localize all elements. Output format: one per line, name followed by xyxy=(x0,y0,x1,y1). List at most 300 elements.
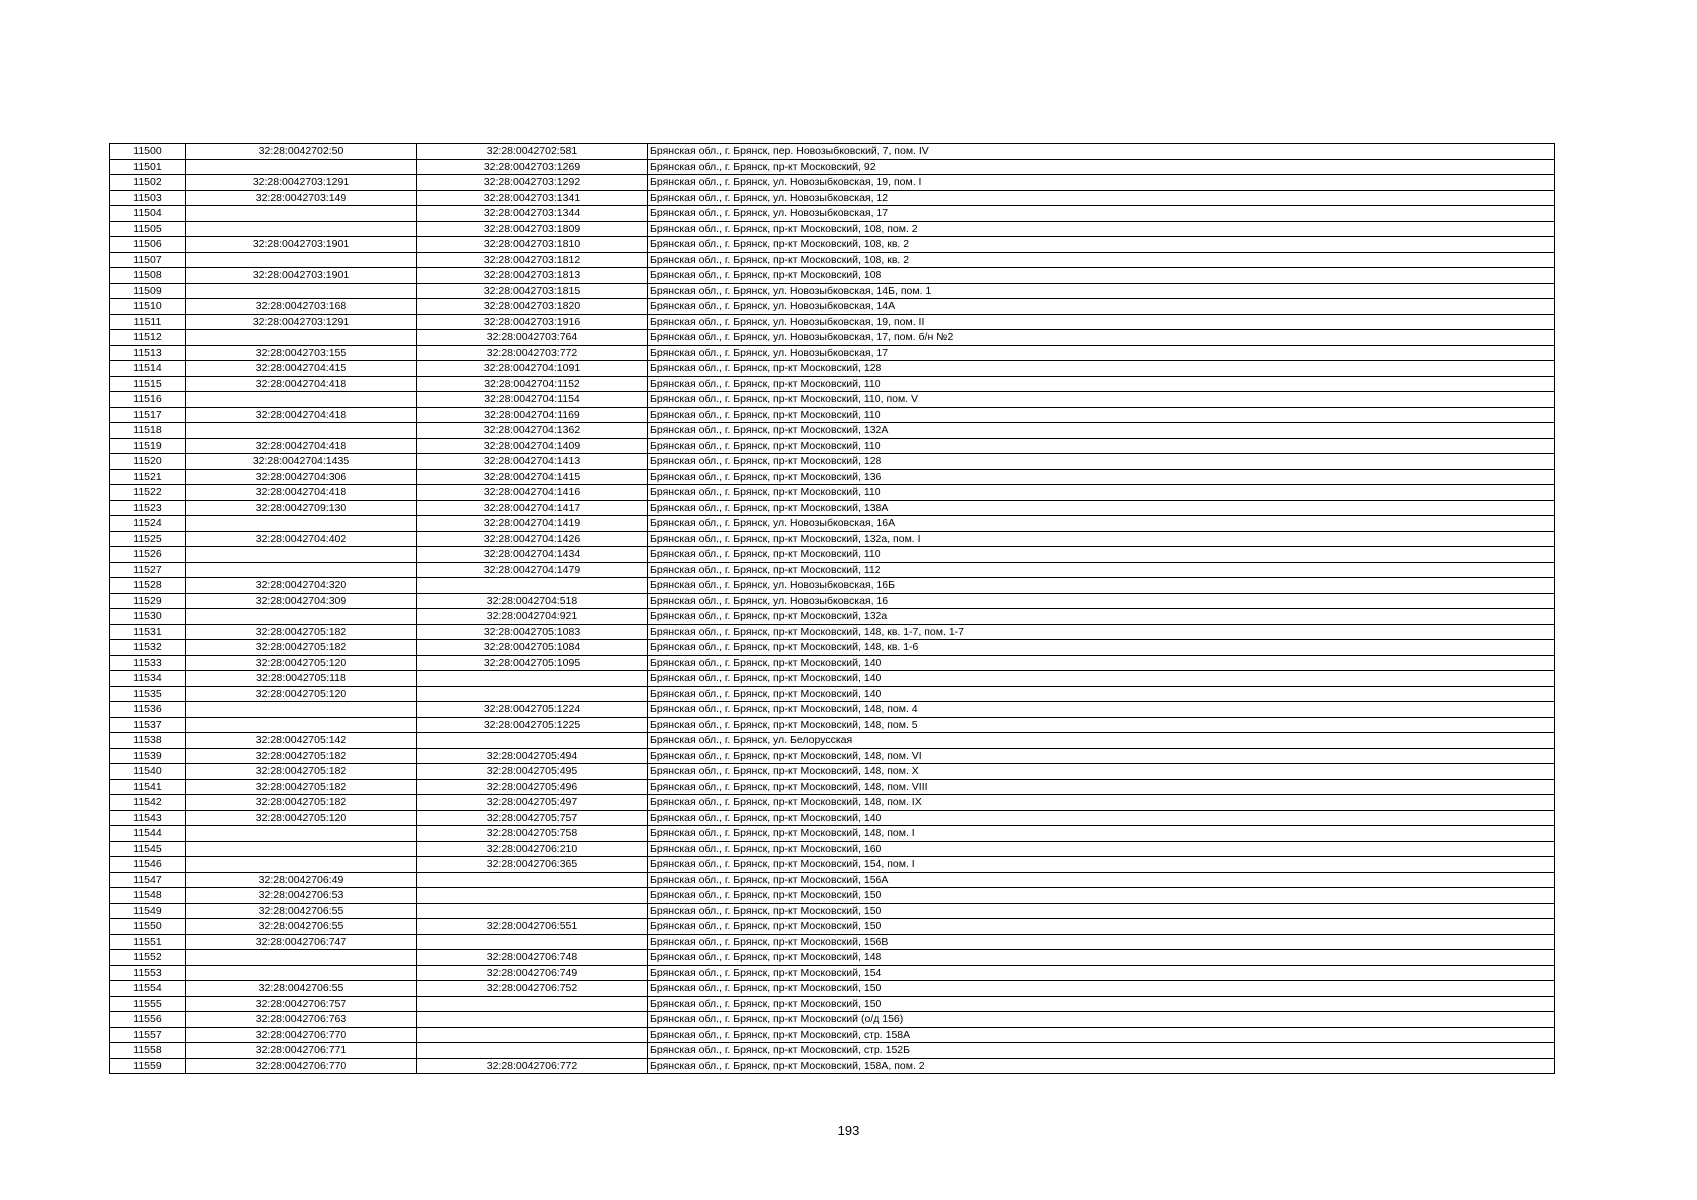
parent-cadastral-number-cell: 32:28:0042702:50 xyxy=(186,144,417,160)
row-number-cell: 11555 xyxy=(110,996,186,1012)
table-row xyxy=(110,469,1555,485)
parent-cadastral-number-cell xyxy=(186,609,417,625)
row-number-cell: 11512 xyxy=(110,330,186,346)
address-cell: Брянская обл., г. Брянск, пр-кт Московский, 132А xyxy=(648,423,1555,439)
address-cell: Брянская обл., г. Брянск, пр-кт Московский, 148, пом. IX xyxy=(648,795,1555,811)
parent-cadastral-number-cell: 32:28:0042706:757 xyxy=(186,996,417,1012)
cadastral-number-cell: 32:28:0042703:1810 xyxy=(417,237,648,253)
parent-cadastral-number-cell: 32:28:0042706:763 xyxy=(186,1012,417,1028)
parent-cadastral-number-cell: 32:28:0042706:55 xyxy=(186,903,417,919)
parent-cadastral-number-cell: 32:28:0042709:130 xyxy=(186,500,417,516)
table-row xyxy=(110,578,1555,594)
row-number-cell: 11533 xyxy=(110,655,186,671)
address-cell: Брянская обл., г. Брянск, пр-кт Московский, 132а, пом. I xyxy=(648,531,1555,547)
table-row xyxy=(110,764,1555,780)
parent-cadastral-number-cell xyxy=(186,841,417,857)
address-cell: Брянская обл., г. Брянск, пр-кт Московский, 150 xyxy=(648,996,1555,1012)
parent-cadastral-number-cell: 32:28:0042706:770 xyxy=(186,1027,417,1043)
cadastral-number-cell: 32:28:0042704:1419 xyxy=(417,516,648,532)
parent-cadastral-number-cell: 32:28:0042705:182 xyxy=(186,748,417,764)
table-row xyxy=(110,1027,1555,1043)
address-cell: Брянская обл., г. Брянск, пр-кт Московский, 156В xyxy=(648,934,1555,950)
parent-cadastral-number-cell xyxy=(186,159,417,175)
table-row xyxy=(110,671,1555,687)
table-row xyxy=(110,919,1555,935)
table-row xyxy=(110,268,1555,284)
cadastral-number-cell: 32:28:0042703:1820 xyxy=(417,299,648,315)
row-number-cell: 11552 xyxy=(110,950,186,966)
row-number-cell: 11540 xyxy=(110,764,186,780)
parent-cadastral-number-cell: 32:28:0042703:149 xyxy=(186,190,417,206)
address-cell: Брянская обл., г. Брянск, ул. Новозыбковская, 16Б xyxy=(648,578,1555,594)
parent-cadastral-number-cell: 32:28:0042705:120 xyxy=(186,655,417,671)
cadastral-number-cell: 32:28:0042704:1426 xyxy=(417,531,648,547)
table-row xyxy=(110,423,1555,439)
table-row xyxy=(110,640,1555,656)
table-row xyxy=(110,516,1555,532)
parent-cadastral-number-cell: 32:28:0042706:55 xyxy=(186,981,417,997)
table-row xyxy=(110,283,1555,299)
row-number-cell: 11517 xyxy=(110,407,186,423)
cadastral-number-cell: 32:28:0042703:1813 xyxy=(417,268,648,284)
table-row xyxy=(110,252,1555,268)
row-number-cell: 11544 xyxy=(110,826,186,842)
address-cell: Брянская обл., г. Брянск, пр-кт Московский, 148, пом. 4 xyxy=(648,702,1555,718)
cadastral-number-cell: 32:28:0042704:1479 xyxy=(417,562,648,578)
parent-cadastral-number-cell xyxy=(186,562,417,578)
cadastral-number-cell: 32:28:0042702:581 xyxy=(417,144,648,160)
cadastral-number-cell xyxy=(417,903,648,919)
cadastral-number-cell: 32:28:0042703:1815 xyxy=(417,283,648,299)
row-number-cell: 11522 xyxy=(110,485,186,501)
table-row xyxy=(110,547,1555,563)
row-number-cell: 11537 xyxy=(110,717,186,733)
table-row xyxy=(110,996,1555,1012)
row-number-cell: 11509 xyxy=(110,283,186,299)
table-row xyxy=(110,407,1555,423)
row-number-cell: 11558 xyxy=(110,1043,186,1059)
table-row xyxy=(110,733,1555,749)
cadastral-number-cell: 32:28:0042705:495 xyxy=(417,764,648,780)
cadastral-number-cell: 32:28:0042704:921 xyxy=(417,609,648,625)
row-number-cell: 11541 xyxy=(110,779,186,795)
table-row xyxy=(110,562,1555,578)
cadastral-number-cell xyxy=(417,686,648,702)
address-cell: Брянская обл., г. Брянск, пр-кт Московский, 110 xyxy=(648,547,1555,563)
row-number-cell: 11503 xyxy=(110,190,186,206)
cadastral-number-cell: 32:28:0042703:1269 xyxy=(417,159,648,175)
table-row xyxy=(110,1058,1555,1074)
table-row xyxy=(110,717,1555,733)
address-cell: Брянская обл., г. Брянск, пр-кт Московский, 150 xyxy=(648,981,1555,997)
address-cell: Брянская обл., г. Брянск, пр-кт Московский, 150 xyxy=(648,903,1555,919)
cadastral-number-cell: 32:28:0042705:1084 xyxy=(417,640,648,656)
address-cell: Брянская обл., г. Брянск, пр-кт Московский, 158А, пом. 2 xyxy=(648,1058,1555,1074)
row-number-cell: 11521 xyxy=(110,469,186,485)
table-row xyxy=(110,981,1555,997)
cadastral-number-cell: 32:28:0042703:772 xyxy=(417,345,648,361)
parent-cadastral-number-cell xyxy=(186,717,417,733)
parent-cadastral-number-cell xyxy=(186,516,417,532)
cadastral-number-cell: 32:28:0042703:1916 xyxy=(417,314,648,330)
parent-cadastral-number-cell: 32:28:0042705:118 xyxy=(186,671,417,687)
parent-cadastral-number-cell: 32:28:0042704:418 xyxy=(186,485,417,501)
address-cell: Брянская обл., г. Брянск, пр-кт Московский, 154, пом. I xyxy=(648,857,1555,873)
parent-cadastral-number-cell: 32:28:0042706:770 xyxy=(186,1058,417,1074)
parent-cadastral-number-cell xyxy=(186,283,417,299)
cadastral-number-cell xyxy=(417,1027,648,1043)
parent-cadastral-number-cell xyxy=(186,206,417,222)
cadastral-number-cell: 32:28:0042706:365 xyxy=(417,857,648,873)
row-number-cell: 11505 xyxy=(110,221,186,237)
address-cell: Брянская обл., г. Брянск, пр-кт Московский, 148, пом. X xyxy=(648,764,1555,780)
address-cell: Брянская обл., г. Брянск, пр-кт Московский, 110 xyxy=(648,485,1555,501)
parent-cadastral-number-cell xyxy=(186,965,417,981)
cadastral-registry-table xyxy=(109,143,1555,1074)
parent-cadastral-number-cell: 32:28:0042705:120 xyxy=(186,810,417,826)
cadastral-number-cell: 32:28:0042704:1091 xyxy=(417,361,648,377)
address-cell: Брянская обл., г. Брянск, ул. Новозыбковская, 14А xyxy=(648,299,1555,315)
cadastral-number-cell: 32:28:0042704:1417 xyxy=(417,500,648,516)
table-row xyxy=(110,686,1555,702)
table-row xyxy=(110,376,1555,392)
cadastral-number-cell xyxy=(417,1043,648,1059)
row-number-cell: 11543 xyxy=(110,810,186,826)
address-cell: Брянская обл., г. Брянск, пр-кт Московский, 150 xyxy=(648,919,1555,935)
parent-cadastral-number-cell: 32:28:0042703:155 xyxy=(186,345,417,361)
address-cell: Брянская обл., г. Брянск, пр-кт Московский, 110 xyxy=(648,407,1555,423)
row-number-cell: 11529 xyxy=(110,593,186,609)
cadastral-number-cell: 32:28:0042704:1362 xyxy=(417,423,648,439)
cadastral-number-cell: 32:28:0042704:1152 xyxy=(417,376,648,392)
parent-cadastral-number-cell xyxy=(186,857,417,873)
address-cell: Брянская обл., г. Брянск, пр-кт Московский, 148, пом. I xyxy=(648,826,1555,842)
address-cell: Брянская обл., г. Брянск, пр-кт Московский, 140 xyxy=(648,810,1555,826)
cadastral-number-cell xyxy=(417,1012,648,1028)
cadastral-number-cell xyxy=(417,888,648,904)
row-number-cell: 11515 xyxy=(110,376,186,392)
cadastral-number-cell: 32:28:0042704:1434 xyxy=(417,547,648,563)
row-number-cell: 11559 xyxy=(110,1058,186,1074)
row-number-cell: 11504 xyxy=(110,206,186,222)
table-row xyxy=(110,190,1555,206)
row-number-cell: 11535 xyxy=(110,686,186,702)
row-number-cell: 11527 xyxy=(110,562,186,578)
row-number-cell: 11556 xyxy=(110,1012,186,1028)
table-row xyxy=(110,903,1555,919)
address-cell: Брянская обл., г. Брянск, пр-кт Московский, 148, кв. 1-6 xyxy=(648,640,1555,656)
cadastral-number-cell: 32:28:0042703:1344 xyxy=(417,206,648,222)
address-cell: Брянская обл., г. Брянск, пр-кт Московский, 140 xyxy=(648,655,1555,671)
address-cell: Брянская обл., г. Брянск, пр-кт Московский, 150 xyxy=(648,888,1555,904)
row-number-cell: 11525 xyxy=(110,531,186,547)
parent-cadastral-number-cell: 32:28:0042706:49 xyxy=(186,872,417,888)
cadastral-number-cell: 32:28:0042706:772 xyxy=(417,1058,648,1074)
table-row xyxy=(110,810,1555,826)
parent-cadastral-number-cell xyxy=(186,252,417,268)
parent-cadastral-number-cell xyxy=(186,221,417,237)
parent-cadastral-number-cell: 32:28:0042704:306 xyxy=(186,469,417,485)
row-number-cell: 11548 xyxy=(110,888,186,904)
row-number-cell: 11545 xyxy=(110,841,186,857)
table-row xyxy=(110,144,1555,160)
address-cell: Брянская обл., г. Брянск, пр-кт Московский, 138А xyxy=(648,500,1555,516)
address-cell: Брянская обл., г. Брянск, пр-кт Московский, 110 xyxy=(648,376,1555,392)
parent-cadastral-number-cell: 32:28:0042705:182 xyxy=(186,779,417,795)
address-cell: Брянская обл., г. Брянск, ул. Новозыбковская, 14Б, пом. 1 xyxy=(648,283,1555,299)
address-cell: Брянская обл., г. Брянск, пр-кт Московский, 148, пом. VIII xyxy=(648,779,1555,795)
address-cell: Брянская обл., г. Брянск, пр-кт Московский, 128 xyxy=(648,361,1555,377)
cadastral-number-cell xyxy=(417,934,648,950)
row-number-cell: 11519 xyxy=(110,438,186,454)
row-number-cell: 11516 xyxy=(110,392,186,408)
address-cell: Брянская обл., г. Брянск, ул. Новозыбковская, 17 xyxy=(648,345,1555,361)
registry-table-body xyxy=(110,144,1555,1074)
row-number-cell: 11502 xyxy=(110,175,186,191)
parent-cadastral-number-cell: 32:28:0042705:182 xyxy=(186,640,417,656)
parent-cadastral-number-cell xyxy=(186,950,417,966)
table-row xyxy=(110,345,1555,361)
table-row xyxy=(110,175,1555,191)
row-number-cell: 11553 xyxy=(110,965,186,981)
parent-cadastral-number-cell: 32:28:0042705:182 xyxy=(186,764,417,780)
cadastral-number-cell: 32:28:0042705:758 xyxy=(417,826,648,842)
row-number-cell: 11510 xyxy=(110,299,186,315)
address-cell: Брянская обл., г. Брянск, пр-кт Московский, 148, пом. VI xyxy=(648,748,1555,764)
table-row xyxy=(110,206,1555,222)
address-cell: Брянская обл., г. Брянск, пр-кт Московский, 128 xyxy=(648,454,1555,470)
row-number-cell: 11539 xyxy=(110,748,186,764)
table-row xyxy=(110,593,1555,609)
cadastral-number-cell xyxy=(417,996,648,1012)
parent-cadastral-number-cell: 32:28:0042703:1291 xyxy=(186,175,417,191)
parent-cadastral-number-cell: 32:28:0042706:771 xyxy=(186,1043,417,1059)
cadastral-number-cell: 32:28:0042704:1169 xyxy=(417,407,648,423)
row-number-cell: 11508 xyxy=(110,268,186,284)
table-row xyxy=(110,454,1555,470)
parent-cadastral-number-cell: 32:28:0042704:418 xyxy=(186,438,417,454)
address-cell: Брянская обл., г. Брянск, пр-кт Московский, стр. 158А xyxy=(648,1027,1555,1043)
table-row xyxy=(110,485,1555,501)
table-row xyxy=(110,965,1555,981)
table-row xyxy=(110,361,1555,377)
address-cell: Брянская обл., г. Брянск, пр-кт Московский, 108 xyxy=(648,268,1555,284)
address-cell: Брянская обл., г. Брянск, ул. Новозыбковская, 12 xyxy=(648,190,1555,206)
address-cell: Брянская обл., г. Брянск, ул. Новозыбковская, 16 xyxy=(648,593,1555,609)
table-row xyxy=(110,655,1555,671)
table-row xyxy=(110,748,1555,764)
cadastral-number-cell xyxy=(417,872,648,888)
row-number-cell: 11549 xyxy=(110,903,186,919)
cadastral-number-cell: 32:28:0042706:752 xyxy=(417,981,648,997)
parent-cadastral-number-cell: 32:28:0042704:418 xyxy=(186,376,417,392)
address-cell: Брянская обл., г. Брянск, пр-кт Московский, 110, пом. V xyxy=(648,392,1555,408)
cadastral-number-cell: 32:28:0042705:1224 xyxy=(417,702,648,718)
row-number-cell: 11557 xyxy=(110,1027,186,1043)
parent-cadastral-number-cell xyxy=(186,826,417,842)
address-cell: Брянская обл., г. Брянск, пр-кт Московский, 132а xyxy=(648,609,1555,625)
row-number-cell: 11531 xyxy=(110,624,186,640)
address-cell: Брянская обл., г. Брянск, пр-кт Московский, 154 xyxy=(648,965,1555,981)
row-number-cell: 11534 xyxy=(110,671,186,687)
parent-cadastral-number-cell: 32:28:0042704:1435 xyxy=(186,454,417,470)
cadastral-number-cell: 32:28:0042706:210 xyxy=(417,841,648,857)
parent-cadastral-number-cell xyxy=(186,423,417,439)
cadastral-number-cell: 32:28:0042706:749 xyxy=(417,965,648,981)
row-number-cell: 11523 xyxy=(110,500,186,516)
cadastral-number-cell xyxy=(417,733,648,749)
parent-cadastral-number-cell xyxy=(186,392,417,408)
table-row xyxy=(110,314,1555,330)
cadastral-number-cell xyxy=(417,578,648,594)
cadastral-number-cell: 32:28:0042704:1416 xyxy=(417,485,648,501)
row-number-cell: 11538 xyxy=(110,733,186,749)
table-row xyxy=(110,826,1555,842)
row-number-cell: 11511 xyxy=(110,314,186,330)
table-row xyxy=(110,702,1555,718)
row-number-cell: 11554 xyxy=(110,981,186,997)
table-row xyxy=(110,841,1555,857)
cadastral-number-cell: 32:28:0042705:757 xyxy=(417,810,648,826)
address-cell: Брянская обл., г. Брянск, пер. Новозыбковский, 7, пом. IV xyxy=(648,144,1555,160)
row-number-cell: 11528 xyxy=(110,578,186,594)
cadastral-number-cell: 32:28:0042704:518 xyxy=(417,593,648,609)
row-number-cell: 11546 xyxy=(110,857,186,873)
parent-cadastral-number-cell: 32:28:0042706:55 xyxy=(186,919,417,935)
cadastral-number-cell: 32:28:0042704:1154 xyxy=(417,392,648,408)
table-row xyxy=(110,1043,1555,1059)
address-cell: Брянская обл., г. Брянск, пр-кт Московский, 108, пом. 2 xyxy=(648,221,1555,237)
cadastral-number-cell: 32:28:0042705:497 xyxy=(417,795,648,811)
table-row xyxy=(110,299,1555,315)
table-row xyxy=(110,872,1555,888)
row-number-cell: 11506 xyxy=(110,237,186,253)
cadastral-number-cell: 32:28:0042704:1409 xyxy=(417,438,648,454)
parent-cadastral-number-cell xyxy=(186,330,417,346)
row-number-cell: 11524 xyxy=(110,516,186,532)
address-cell: Брянская обл., г. Брянск, ул. Белорусская xyxy=(648,733,1555,749)
table-row xyxy=(110,934,1555,950)
cadastral-number-cell: 32:28:0042706:748 xyxy=(417,950,648,966)
cadastral-number-cell xyxy=(417,671,648,687)
table-row xyxy=(110,531,1555,547)
parent-cadastral-number-cell: 32:28:0042703:1901 xyxy=(186,237,417,253)
row-number-cell: 11513 xyxy=(110,345,186,361)
table-row xyxy=(110,795,1555,811)
row-number-cell: 11547 xyxy=(110,872,186,888)
cadastral-number-cell: 32:28:0042703:1809 xyxy=(417,221,648,237)
address-cell: Брянская обл., г. Брянск, пр-кт Московский, 148, кв. 1-7, пом. 1-7 xyxy=(648,624,1555,640)
address-cell: Брянская обл., г. Брянск, пр-кт Московский, 108, кв. 2 xyxy=(648,252,1555,268)
table-row xyxy=(110,950,1555,966)
row-number-cell: 11530 xyxy=(110,609,186,625)
address-cell: Брянская обл., г. Брянск, пр-кт Московский, 108, кв. 2 xyxy=(648,237,1555,253)
cadastral-number-cell: 32:28:0042705:494 xyxy=(417,748,648,764)
cadastral-number-cell: 32:28:0042703:764 xyxy=(417,330,648,346)
row-number-cell: 11526 xyxy=(110,547,186,563)
row-number-cell: 11550 xyxy=(110,919,186,935)
address-cell: Брянская обл., г. Брянск, пр-кт Московский (о/д 156) xyxy=(648,1012,1555,1028)
address-cell: Брянская обл., г. Брянск, ул. Новозыбковская, 19, пом. II xyxy=(648,314,1555,330)
cadastral-number-cell: 32:28:0042703:1292 xyxy=(417,175,648,191)
address-cell: Брянская обл., г. Брянск, пр-кт Московский, 92 xyxy=(648,159,1555,175)
table-row xyxy=(110,159,1555,175)
address-cell: Брянская обл., г. Брянск, ул. Новозыбковская, 17, пом. б/н №2 xyxy=(648,330,1555,346)
address-cell: Брянская обл., г. Брянск, ул. Новозыбковская, 19, пом. I xyxy=(648,175,1555,191)
parent-cadastral-number-cell: 32:28:0042704:402 xyxy=(186,531,417,547)
address-cell: Брянская обл., г. Брянск, пр-кт Московский, 136 xyxy=(648,469,1555,485)
address-cell: Брянская обл., г. Брянск, пр-кт Московский, стр. 152Б xyxy=(648,1043,1555,1059)
table-row xyxy=(110,857,1555,873)
address-cell: Брянская обл., г. Брянск, пр-кт Московский, 148 xyxy=(648,950,1555,966)
cadastral-number-cell: 32:28:0042703:1812 xyxy=(417,252,648,268)
table-row xyxy=(110,624,1555,640)
cadastral-number-cell: 32:28:0042706:551 xyxy=(417,919,648,935)
parent-cadastral-number-cell: 32:28:0042703:1291 xyxy=(186,314,417,330)
page-number: 193 xyxy=(837,1123,860,1138)
row-number-cell: 11542 xyxy=(110,795,186,811)
address-cell: Брянская обл., г. Брянск, пр-кт Московский, 160 xyxy=(648,841,1555,857)
parent-cadastral-number-cell xyxy=(186,547,417,563)
address-cell: Брянская обл., г. Брянск, пр-кт Московский, 156А xyxy=(648,872,1555,888)
address-cell: Брянская обл., г. Брянск, ул. Новозыбковская, 17 xyxy=(648,206,1555,222)
row-number-cell: 11514 xyxy=(110,361,186,377)
cadastral-number-cell: 32:28:0042705:1083 xyxy=(417,624,648,640)
cadastral-number-cell: 32:28:0042705:1095 xyxy=(417,655,648,671)
parent-cadastral-number-cell: 32:28:0042706:747 xyxy=(186,934,417,950)
row-number-cell: 11551 xyxy=(110,934,186,950)
row-number-cell: 11520 xyxy=(110,454,186,470)
table-row xyxy=(110,1012,1555,1028)
table-row xyxy=(110,609,1555,625)
cadastral-number-cell: 32:28:0042705:1225 xyxy=(417,717,648,733)
parent-cadastral-number-cell: 32:28:0042706:53 xyxy=(186,888,417,904)
cadastral-number-cell: 32:28:0042703:1341 xyxy=(417,190,648,206)
cadastral-number-cell: 32:28:0042704:1415 xyxy=(417,469,648,485)
table-row xyxy=(110,779,1555,795)
parent-cadastral-number-cell: 32:28:0042704:309 xyxy=(186,593,417,609)
parent-cadastral-number-cell: 32:28:0042705:142 xyxy=(186,733,417,749)
row-number-cell: 11518 xyxy=(110,423,186,439)
address-cell: Брянская обл., г. Брянск, ул. Новозыбковская, 16А xyxy=(648,516,1555,532)
row-number-cell: 11501 xyxy=(110,159,186,175)
cadastral-number-cell: 32:28:0042704:1413 xyxy=(417,454,648,470)
table-row xyxy=(110,330,1555,346)
table-row xyxy=(110,438,1555,454)
parent-cadastral-number-cell: 32:28:0042705:182 xyxy=(186,795,417,811)
parent-cadastral-number-cell: 32:28:0042704:415 xyxy=(186,361,417,377)
row-number-cell: 11536 xyxy=(110,702,186,718)
table-row xyxy=(110,221,1555,237)
row-number-cell: 11507 xyxy=(110,252,186,268)
table-row xyxy=(110,888,1555,904)
cadastral-number-cell: 32:28:0042705:496 xyxy=(417,779,648,795)
parent-cadastral-number-cell xyxy=(186,702,417,718)
table-row xyxy=(110,237,1555,253)
address-cell: Брянская обл., г. Брянск, пр-кт Московский, 148, пом. 5 xyxy=(648,717,1555,733)
address-cell: Брянская обл., г. Брянск, пр-кт Московский, 140 xyxy=(648,686,1555,702)
parent-cadastral-number-cell: 32:28:0042703:168 xyxy=(186,299,417,315)
parent-cadastral-number-cell: 32:28:0042705:120 xyxy=(186,686,417,702)
row-number-cell: 11500 xyxy=(110,144,186,160)
table-row xyxy=(110,392,1555,408)
row-number-cell: 11532 xyxy=(110,640,186,656)
parent-cadastral-number-cell: 32:28:0042703:1901 xyxy=(186,268,417,284)
parent-cadastral-number-cell: 32:28:0042704:418 xyxy=(186,407,417,423)
parent-cadastral-number-cell: 32:28:0042704:320 xyxy=(186,578,417,594)
address-cell: Брянская обл., г. Брянск, пр-кт Московский, 112 xyxy=(648,562,1555,578)
address-cell: Брянская обл., г. Брянск, пр-кт Московский, 110 xyxy=(648,438,1555,454)
